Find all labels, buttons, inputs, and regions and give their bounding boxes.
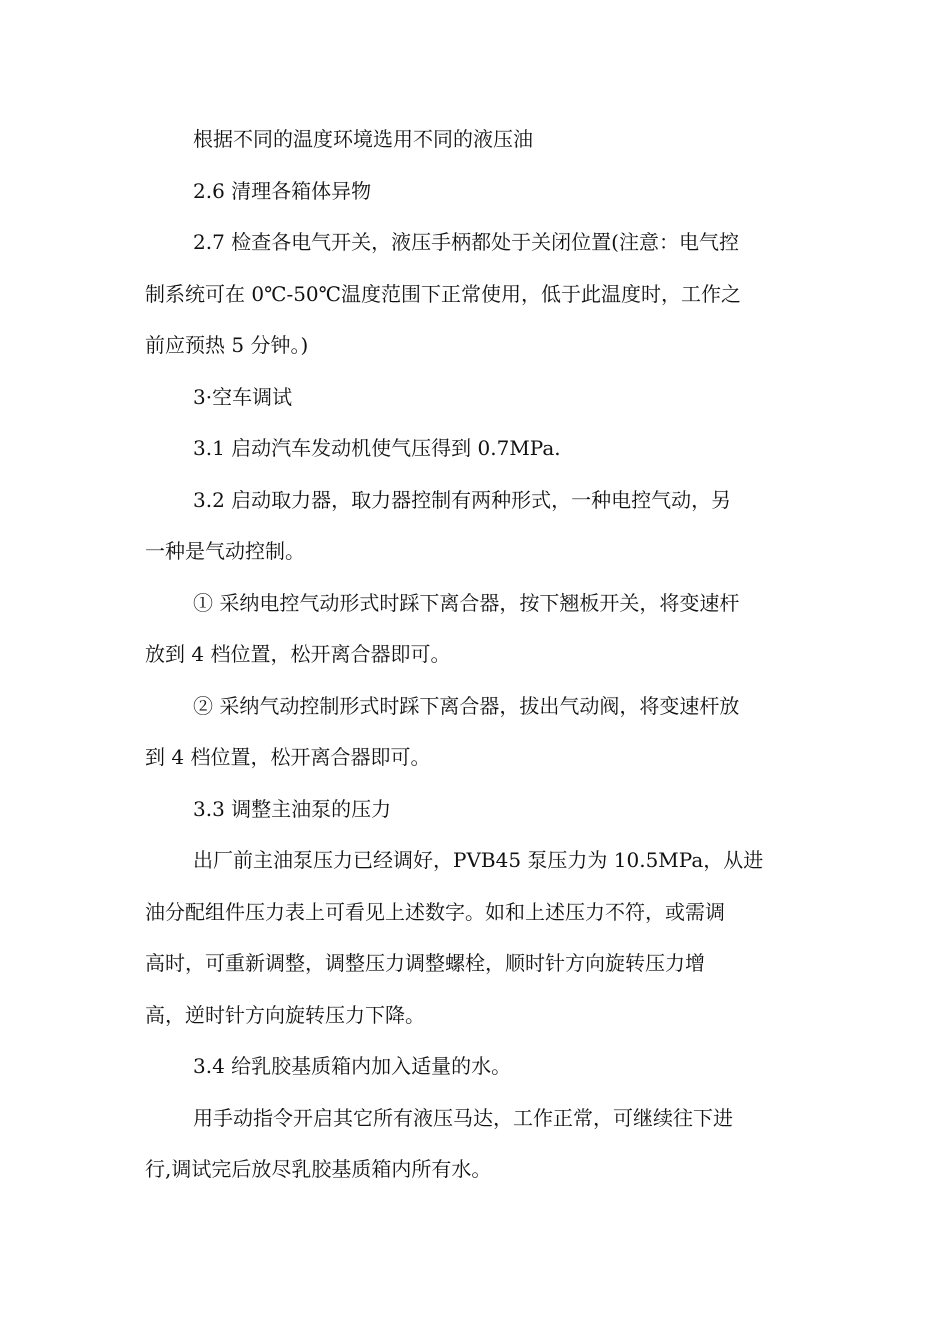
text-line: 2.7 检查各电气开关，液压手柄都处于关闭位置(注意：电气控 (193, 230, 739, 254)
section-heading: 3.3 调整主油泵的压力 (193, 796, 392, 821)
section-heading: 3.4 给乳胶基质箱内加入适量的水。 (193, 1054, 512, 1078)
text-line: 根据不同的温度环境选用不同的液压油 (193, 127, 533, 151)
text-line: 用手动指令开启其它所有液压马达，工作正常，可继续往下进 (193, 1105, 733, 1130)
text-line: 高时，可重新调整，调整压力调整螺栓，顺时针方向旋转压力增 (145, 951, 705, 975)
text-line: 3.1 启动汽车发动机使气压得到 0.7MPa. (193, 436, 561, 460)
text-line: 油分配组件压力表上可看见上述数字。如和上述压力不符，或需调 (145, 899, 725, 924)
text-line: 行,调试完后放尽乳胶基质箱内所有水。 (145, 1157, 492, 1181)
text-line: 高，逆时针方向旋转压力下降。 (145, 1002, 425, 1027)
text-line: 放到 4 档位置，松开离合器即可。 (145, 642, 451, 666)
section-heading: 3·空车调试 (193, 384, 293, 409)
text-line: 到 4 档位置，松开离合器即可。 (145, 745, 431, 769)
document-body (145, 114, 810, 1196)
section-heading: 2.6 清理各箱体异物 (193, 178, 372, 203)
text-line: 前应预热 5 分钟。) (145, 333, 309, 357)
text-line: 3.2 启动取力器，取力器控制有两种形式，一种电控气动，另 (193, 487, 732, 512)
text-line: 出厂前主油泵压力已经调好，PVB45 泵压力为 10.5MPa，从进 (193, 848, 764, 872)
text-line: 制系统可在 0℃-50℃温度范围下正常使用，低于此温度时，工作之 (145, 281, 742, 306)
text-line: ② 采纳气动控制形式时踩下离合器，拔出气动阀，将变速杆放 (193, 693, 740, 718)
text-line: 一种是气动控制。 (145, 539, 305, 563)
text-line: ① 采纳电控气动形式时踩下离合器，按下翘板开关，将变速杆 (193, 590, 740, 615)
